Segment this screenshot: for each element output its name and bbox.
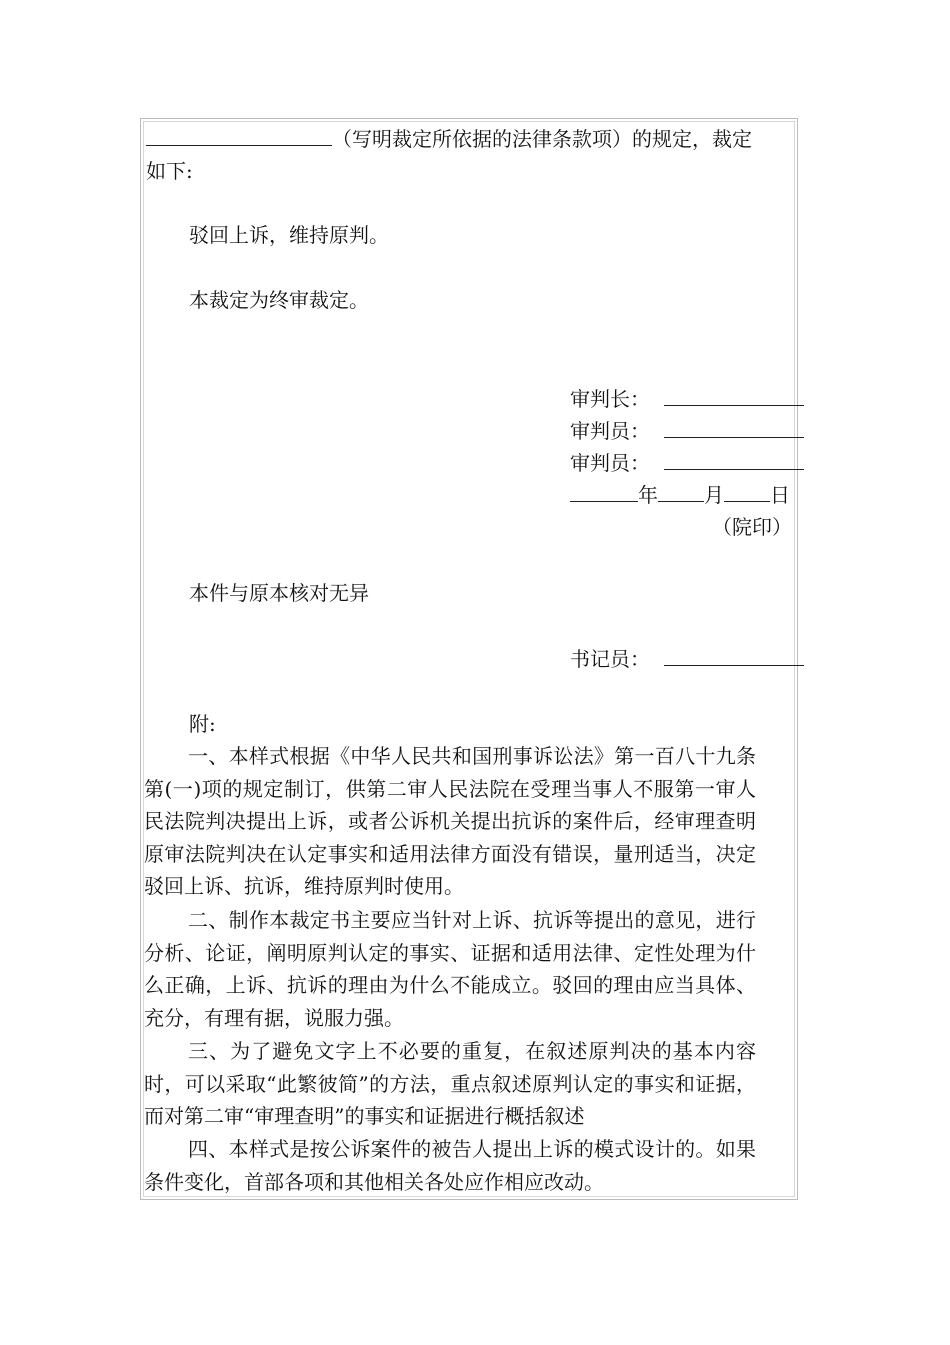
signature-presiding-judge — [570, 383, 804, 415]
date-line — [570, 479, 790, 511]
legal-basis-blank — [146, 123, 332, 146]
signature-judge-1 — [570, 415, 804, 447]
appendix-note-3: 三、为了避免文字上不必要的重复，在叙述原判决的基本内容时，可以采取“此繁彼简”的方法，重点叙述原判认定的事实和证据，而对第二审“审理查明”的事实和证据进行概括叙述 — [144, 1039, 756, 1129]
clerk-label: 书记员： — [570, 647, 650, 671]
ruling-intro: 如下: — [146, 159, 193, 183]
clerk-signature — [570, 643, 804, 675]
appendix-note-2: 二、制作本裁定书主要应当针对上诉、抗诉等提出的意见，进行分析、论证，阐明原判认定的事实、证据和适用法律、定性处理为什么正确，上诉、抗诉的理由为什么不能成立。驳回的理由应当具体、充分，有理有据，说服力强。 — [144, 908, 756, 1030]
court-seal: （院印） — [712, 515, 792, 539]
year-blank — [570, 479, 638, 502]
signature-label: 审判员： — [570, 451, 650, 475]
appendix-note-1: 一、本样式根据《中华人民共和国刑事诉讼法》第一百八十九条第(一)项的规定制订，供第二审人民法院在受理当事人不服第一审人民法院判决提出上诉，或者公诉机关提出抗诉的案件后，经审理查明原审法院判决在认定事实和适用法律方面没有错误，量刑适当，决定驳回上诉、抗诉，维持原判时使用。 — [144, 744, 756, 899]
day-label: 日 — [770, 483, 790, 507]
signature-blank — [664, 383, 804, 406]
appendix-title: 附: — [189, 712, 216, 736]
legal-basis-text: （写明裁定所依据的法律条款项）的规定，裁定 — [332, 127, 752, 151]
ruling-text: 驳回上诉，维持原判。 — [189, 223, 389, 247]
verification-text: 本件与原本核对无异 — [189, 581, 369, 605]
month-label: 月 — [704, 483, 724, 507]
clerk-blank — [664, 643, 804, 666]
appendix-note-4: 四、本样式是按公诉案件的被告人提出上诉的模式设计的。如果条件变化，首部各项和其他相关各处应作相应改动。 — [144, 1137, 756, 1194]
signature-label: 审判长： — [570, 387, 650, 411]
finality-text: 本裁定为终审裁定。 — [189, 288, 369, 312]
year-label: 年 — [638, 483, 658, 507]
signature-blank — [664, 415, 804, 438]
legal-basis-line — [146, 123, 752, 155]
signature-judge-2 — [570, 447, 804, 479]
day-blank — [724, 479, 770, 502]
signature-label: 审判员： — [570, 419, 650, 443]
signature-blank — [664, 447, 804, 470]
month-blank — [658, 479, 704, 502]
